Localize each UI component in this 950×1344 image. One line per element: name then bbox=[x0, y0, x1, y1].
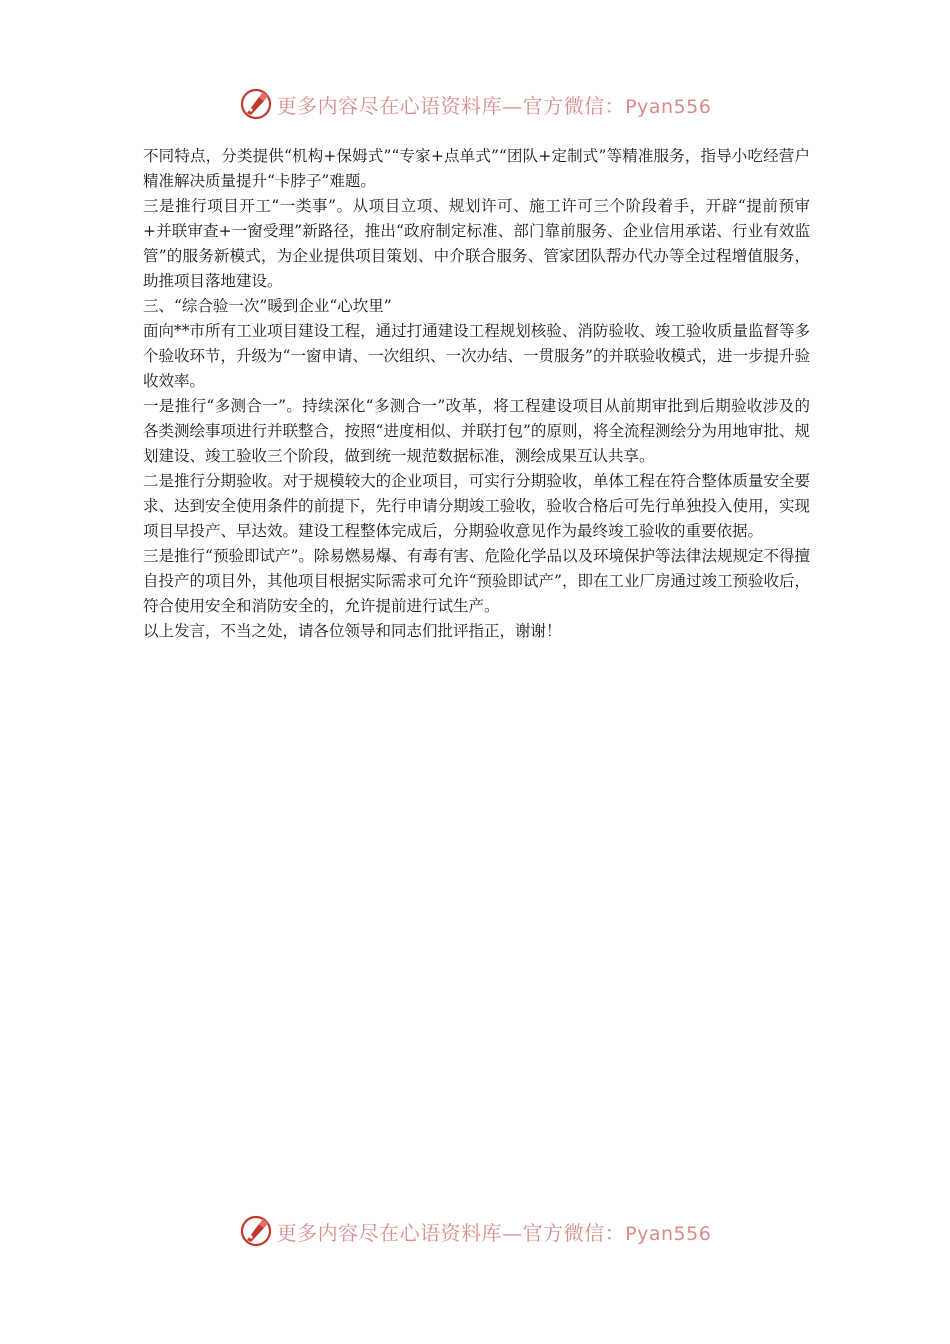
watermark-text bbox=[277, 90, 712, 119]
paragraph: 三是推行“预验即试产”。除易燃易爆、有毒有害、危险化学品以及环境保护等法律法规规定不得擅自投产的项目外，其他项目根据实际需求可允许“预验即试产”，即在工业厂房通过竣工预验收后，符合使用安全和消防安全的，允许提前进行试生产。 bbox=[143, 547, 810, 615]
paragraph: 面向**市所有工业项目建设工程，通过打通建设工程规划核验、消防验收、竣工验收质量监督等多个验收环节，升级为“一窗申请、一次组织、一次办结、一贯服务”的并联验收模式，进一步提升验收效率。 bbox=[143, 322, 810, 390]
paragraph: 不同特点，分类提供“机构+保姆式”“专家+点单式”“团队+定制式”等精准服务，指导小吃经营户精准解决质量提升“卡脖子”难题。 bbox=[143, 147, 810, 190]
watermark-wechat-id: Pyan556 bbox=[625, 95, 712, 118]
pen-nib-circle-icon bbox=[239, 1214, 273, 1248]
paragraph: 一是推行“多测合一”。持续深化“多测合一”改革，将工程建设项目从前期审批到后期验收涉及的各类测绘事项进行并联整合，按照“进度相似、并联打包”的原则，将全流程测绘分为用地审批、规划建设、竣工验收三个阶段，做到统一规范数据标准，测绘成果互认共享。 bbox=[143, 397, 810, 465]
document-body bbox=[143, 144, 810, 644]
paragraph: 二是推行分期验收。对于规模较大的企业项目，可实行分期验收，单体工程在符合整体质量安全要求、达到安全使用条件的前提下，先行申请分期竣工验收，验收合格后可先行单独投入使用，实现项目早投产、早达效。建设工程整体完成后，分期验收意见作为最终竣工验收的重要依据。 bbox=[143, 472, 810, 540]
watermark-label: 更多内容尽在心语资料库—官方微信： bbox=[276, 1220, 626, 1245]
closing-paragraph: 以上发言，不当之处，请各位领导和同志们批评指正，谢谢！ bbox=[143, 622, 562, 640]
footer-watermark bbox=[0, 1211, 950, 1251]
header-watermark bbox=[0, 84, 950, 124]
paragraph: 三是推行项目开工“一类事”。从项目立项、规划许可、施工许可三个阶段着手，开辟“提前预审+并联审查+一窗受理”新路径，推出“政府制定标准、部门靠前服务、企业信用承诺、行业有效监管”的服务新模式，为企业提供项目策划、中介联合服务、管家团队帮办代办等全过程增值服务，助推项目落地建设。 bbox=[143, 197, 810, 290]
pen-nib-circle-icon bbox=[239, 87, 273, 121]
watermark-wechat-id: Pyan556 bbox=[625, 1222, 712, 1245]
watermark-text bbox=[277, 1217, 712, 1246]
section-heading: 三、“综合验一次”暖到企业“心坎里” bbox=[143, 297, 392, 315]
watermark-label: 更多内容尽在心语资料库—官方微信： bbox=[276, 93, 626, 118]
